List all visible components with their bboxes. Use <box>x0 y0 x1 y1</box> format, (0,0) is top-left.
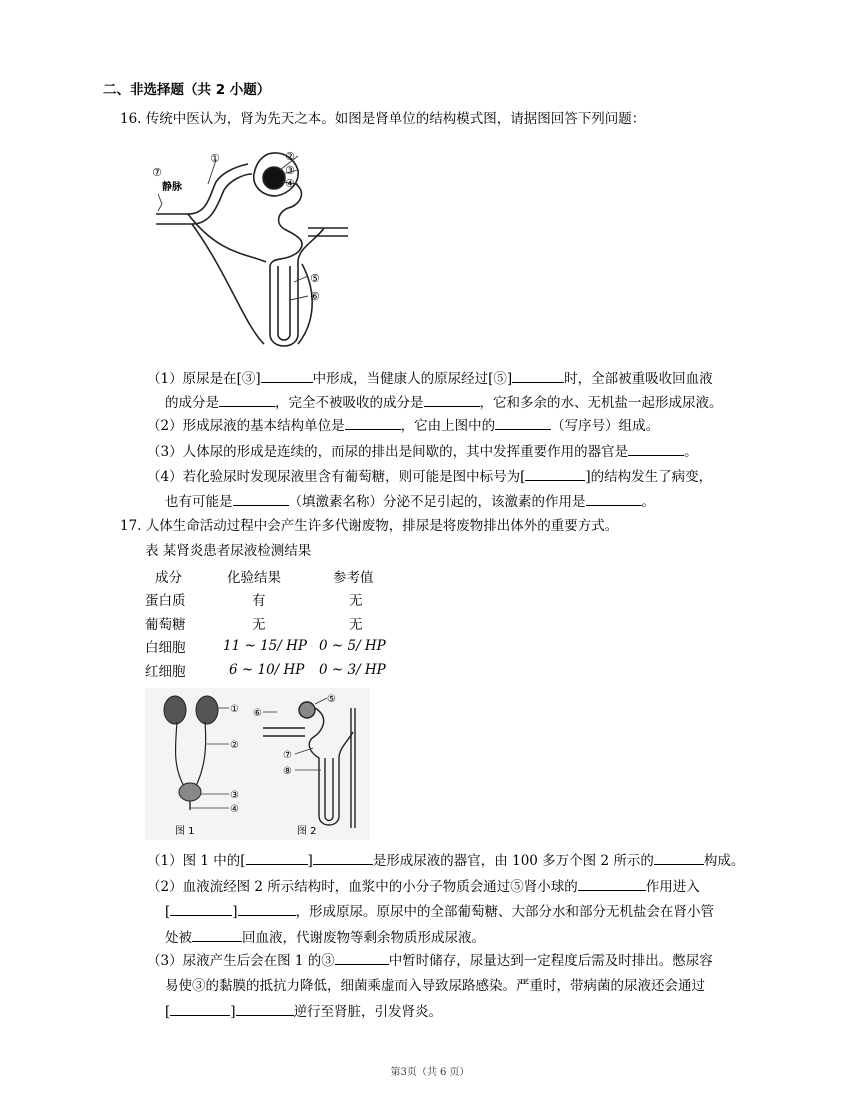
glomerulus-shape <box>263 167 285 189</box>
page-footer: 第3页（共 6 页） <box>390 1067 470 1078</box>
table-cell: 无 <box>349 593 363 610</box>
blank[interactable] <box>525 466 585 481</box>
fig1-label-4: ④ <box>230 804 239 815</box>
blank[interactable] <box>170 901 232 916</box>
table-row <box>145 635 413 659</box>
q17-part3-line1: （3）尿液产生后会在图 1 的③ 中暂时储存，尿量达到一定程度后需及时排出。憋尿容 <box>147 950 713 971</box>
urinary-figures <box>145 688 370 840</box>
label-2: ② <box>285 150 295 163</box>
left-kidney <box>164 696 186 724</box>
section-title: 二、非选择题（共 2 小题） <box>103 82 271 98</box>
blank[interactable] <box>495 415 551 430</box>
right-kidney <box>196 696 218 724</box>
blank[interactable] <box>238 901 296 916</box>
blank[interactable] <box>170 1001 230 1016</box>
blank[interactable] <box>586 491 642 506</box>
blank[interactable] <box>246 850 308 865</box>
q17-part1: （1）图 1 中的[ ] 是形成尿液的器官，由 100 多万个图 2 所示的 构成。 <box>147 850 744 871</box>
table-cell: 0 ~ 3/ HP <box>319 661 386 678</box>
q16-part1-line2: 的成分是 ，完全不被吸收的成分是 ，它和多余的水、无机盐一起形成尿液。 <box>165 392 723 413</box>
blank[interactable] <box>628 441 684 456</box>
table-caption: 表 某肾炎患者尿液检测结果 <box>145 543 312 559</box>
q17-part2-line1: （2）血液流经图 2 所示结构时，血浆中的小分子物质会通过⑤肾小球的 作用进入 <box>147 876 700 897</box>
vein-label: 静脉 <box>162 182 182 193</box>
blank[interactable] <box>313 850 373 865</box>
q16-part4-line1: （4）若化验尿时发现尿液里含有葡萄糖，则可能是图中标号为[ ]的结构发生了病变， <box>147 466 712 487</box>
collecting-duct <box>308 228 348 236</box>
q17-part2-line3: 处被 回血液，代谢废物等剩余物质形成尿液。 <box>165 927 485 948</box>
blank[interactable] <box>233 491 289 506</box>
q16-part3: （3）人体尿的形成是连续的，而尿的排出是间歇的，其中发挥重要作用的器官是 。 <box>147 441 698 462</box>
blank[interactable] <box>219 392 275 407</box>
blank[interactable] <box>512 368 564 383</box>
table-row <box>145 588 413 612</box>
label-5: ⑤ <box>310 272 320 285</box>
q16-part4-line2: 也有可能是 （填激素名称）分泌不足引起的，该激素的作用是 。 <box>165 491 655 512</box>
blank[interactable] <box>654 850 704 865</box>
table-cell: 蛋白质 <box>145 593 186 610</box>
table-cell: 葡萄糖 <box>145 616 186 633</box>
table-cell: 11 ~ 15/ HP <box>223 638 307 655</box>
fig2-label-8: ⑧ <box>283 766 292 777</box>
label-3: ③ <box>285 164 295 177</box>
q17-part2-line2: [ ] ，形成原尿。原尿中的全部葡萄糖、大部分水和部分无机盐会在肾小管 <box>165 901 714 922</box>
table-cell: 有 <box>252 593 266 610</box>
table-cell: 6 ~ 10/ HP <box>229 661 305 678</box>
table-header: 成分 <box>155 569 182 586</box>
table-cell: 无 <box>349 616 363 633</box>
table-header-row <box>145 564 413 588</box>
blank[interactable] <box>345 415 401 430</box>
fig2-label-6: ⑥ <box>253 708 262 719</box>
fig1-label-3: ③ <box>230 790 239 801</box>
label-6: ⑥ <box>310 290 320 303</box>
blank[interactable] <box>261 368 313 383</box>
label-4: ④ <box>285 177 295 190</box>
q17-stem: 17. 人体生命活动过程中会产生许多代谢废物，排尿是将废物排出体外的重要方式。 <box>120 518 619 534</box>
fig2-caption: 图 2 <box>297 826 317 837</box>
fig2-label-7: ⑦ <box>283 750 292 761</box>
fig1-label-1: ① <box>230 704 239 715</box>
urine-test-table <box>145 564 413 682</box>
blank[interactable] <box>192 927 242 942</box>
fig2-label-5: ⑤ <box>327 694 336 705</box>
table-header: 参考值 <box>333 569 374 586</box>
nephron-figure <box>148 144 358 362</box>
bladder <box>179 783 201 801</box>
table-cell: 白细胞 <box>145 640 186 657</box>
table-cell: 无 <box>252 616 266 633</box>
label-7: ⑦ <box>152 166 162 179</box>
q17-part3-line3: [ ] 逆行至肾脏，引发肾炎。 <box>165 1001 442 1022</box>
blank[interactable] <box>236 1001 294 1016</box>
fig1-caption: 图 1 <box>175 826 195 837</box>
table-row <box>145 658 413 682</box>
q16-stem: 16. 传统中医认为，肾为先天之本。如图是肾单位的结构模式图，请据图回答下列问题： <box>120 111 646 127</box>
table-header: 化验结果 <box>227 569 281 586</box>
table-row <box>145 611 413 635</box>
q17-part3-line2: 易使③的黏膜的抵抗力降低，细菌乘虚而入导致尿路感染。严重时，带病菌的尿液还会通过 <box>165 978 705 994</box>
q16-part2: （2）形成尿液的基本结构单位是 ，它由上图中的 （写序号）组成。 <box>147 415 659 436</box>
blank[interactable] <box>335 950 389 965</box>
label-1: ① <box>210 152 220 165</box>
q16-part1-line1: （1）原尿是在[③] 中形成，当健康人的原尿经过[⑤] 时，全部被重吸收回血液 <box>147 368 713 389</box>
blank[interactable] <box>578 876 646 891</box>
blank[interactable] <box>424 392 480 407</box>
fig1-label-2: ② <box>230 740 239 751</box>
table-cell: 0 ~ 5/ HP <box>319 638 386 655</box>
table-cell: 红细胞 <box>145 663 186 680</box>
